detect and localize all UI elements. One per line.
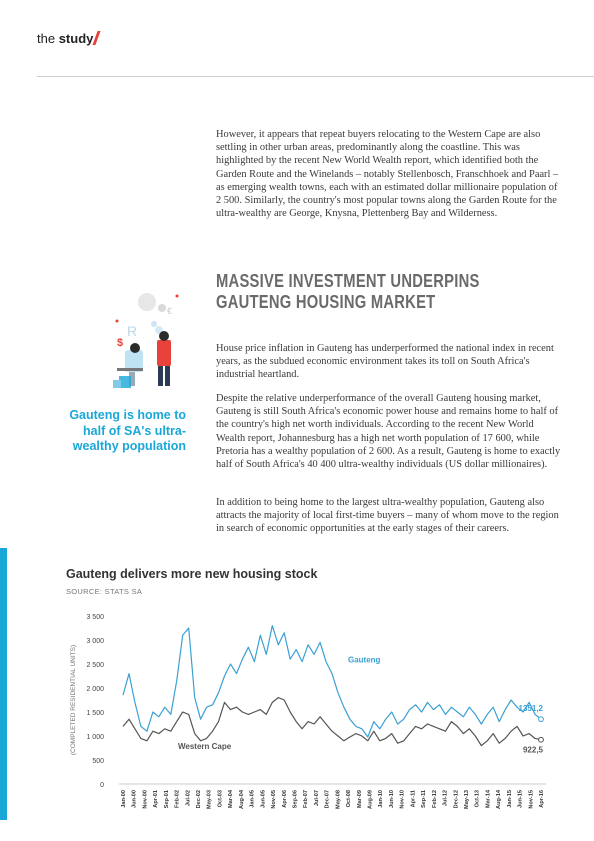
section-heading [216, 271, 552, 313]
x-tick-label: Mar-14 [485, 790, 492, 809]
x-tick-label: Mar-04 [228, 790, 235, 809]
y-tick-label: 2 000 [86, 686, 104, 693]
x-tick-label: Feb-12 [431, 790, 438, 809]
series-line-gauteng [123, 626, 541, 737]
x-tick-label: Jun-00 [131, 790, 138, 809]
x-tick-label: Nov-15 [528, 790, 535, 809]
series-label-western-cape: Western Cape [178, 741, 232, 751]
series-end-point [539, 737, 544, 742]
x-tick-label: Aug-09 [367, 790, 374, 809]
x-tick-label: Feb-02 [174, 790, 181, 809]
x-tick-label: Sep-11 [421, 790, 428, 809]
series-end-point [539, 717, 544, 722]
x-tick-label: Oct-13 [474, 790, 481, 808]
x-tick-label: Dec-02 [196, 790, 203, 809]
y-tick-label: 500 [92, 758, 104, 765]
x-tick-label: Jan-15 [506, 790, 513, 808]
x-tick-label: Sep-01 [163, 790, 170, 809]
x-tick-label: Nov-05 [271, 790, 278, 809]
wealth-illustration-icon [105, 288, 195, 398]
header-slash-icon [93, 31, 101, 45]
series-end-value: 1351,2 [518, 704, 543, 714]
y-tick-label: 3 500 [86, 614, 104, 621]
section-heading-line-1: MASSIVE INVESTMENT UNDERPINS [216, 271, 480, 291]
y-tick-label: 2 500 [86, 662, 104, 669]
svg-text:R: R [127, 323, 138, 339]
x-tick-label: May-03 [206, 790, 213, 809]
y-tick-label: 1 500 [86, 710, 104, 717]
chart-title: Gauteng delivers more new housing stock [66, 567, 318, 581]
x-tick-label: Jan-05 [249, 790, 256, 808]
intro-paragraph: However, it appears that repeat buyers relocating to the Western Cape are also settling in other urban areas, predominantly along the coastline. This was highlighted by the recent New World Wealth report, which identified both the Garden Route and the Winelands – notably Stellenbosch, Franschhoek and Paarl – as emerging wealth towns, each with an estimated dollar millionaire population of 2 500. Similarly, the country's most popular towns along the Garden Route for the ultra-wealthy are George, Knysna, Plettenberg Bay and Wilderness. [216, 129, 559, 220]
y-tick-label: 0 [100, 782, 104, 789]
header-divider [37, 76, 594, 77]
x-tick-label: Aug-14 [496, 790, 503, 809]
x-tick-label: May-13 [463, 790, 470, 809]
paragraph-1: House price inflation in Gauteng has underperformed the national index in recent years, as the subdued economic environment takes its toll on South Africa's industrial heartland. [216, 343, 554, 381]
x-tick-label: Jul-02 [185, 790, 192, 807]
series-end-value: 922,5 [522, 745, 543, 755]
x-tick-label: Mar-09 [356, 790, 363, 809]
x-tick-label: Jul-12 [442, 790, 449, 807]
x-tick-label: Sep-06 [292, 790, 299, 809]
running-header [37, 31, 98, 46]
x-tick-label: Apr-01 [153, 790, 160, 808]
x-tick-label: Dec-12 [453, 790, 460, 809]
x-tick-label: Jun-05 [260, 790, 267, 809]
svg-text:€: € [167, 306, 173, 316]
series-line-western-cape [123, 698, 541, 746]
x-tick-label: Jan-10 [378, 790, 385, 808]
housing-line-chart [66, 600, 566, 825]
x-tick-label: May-08 [335, 790, 342, 809]
chart-source: SOURCE: STATS SA [66, 587, 143, 596]
x-tick-label: Oct-03 [217, 790, 224, 808]
x-tick-label: Aug-04 [238, 790, 245, 809]
x-tick-label: Apr-16 [539, 790, 545, 808]
pull-quote: Gauteng is home to half of SA's ultra-wealthy population [69, 408, 186, 453]
y-tick-label: 3 000 [86, 638, 104, 645]
y-axis-label: (COMPLETED RESIDENTIAL UNITS) [70, 644, 77, 756]
section-heading-line-2: GAUTENG HOUSING MARKET [216, 292, 436, 312]
x-tick-label: Jan-00 [121, 790, 127, 808]
accent-sidebar-bar [0, 548, 7, 820]
x-tick-label: Feb-07 [303, 790, 310, 809]
paragraph-3: In addition to being home to the largest ultra-wealthy population, Gauteng also attracts the majority of local first-time buyers – many of whom move to the region in search of economic opportunities at the early stages of their careers. [216, 497, 559, 535]
x-tick-label: Dec-07 [324, 790, 331, 809]
header-study: study [58, 31, 94, 46]
paragraph-2: Despite the relative underperformance of the overall Gauteng housing market, Gauteng is still South Africa's economic power house and remains home to half of the country's high net worth individuals. According to the recent New World Wealth report, Johannesburg has a high net worth population of 17 600, while Pretoria has a wealthy population of 2 600. As a result, Gauteng is home to exactly half of South Africa's 40 400 ultra-wealthy individuals (US dollar millionaires). [216, 393, 561, 471]
x-tick-label: Jul-07 [313, 790, 320, 807]
x-tick-label: Jun-15 [517, 790, 524, 809]
x-tick-label: Apr-06 [281, 790, 288, 808]
x-tick-label: Apr-11 [410, 790, 417, 808]
x-tick-label: Oct-08 [346, 790, 353, 808]
series-label-gauteng: Gauteng [348, 655, 381, 665]
x-tick-label: Nov-10 [399, 790, 406, 809]
svg-text:$: $ [117, 337, 124, 349]
y-tick-label: 1 000 [86, 734, 104, 741]
x-tick-label: Jun-10 [388, 790, 395, 809]
x-tick-label: Nov-00 [142, 790, 149, 809]
header-the: the [37, 31, 56, 46]
